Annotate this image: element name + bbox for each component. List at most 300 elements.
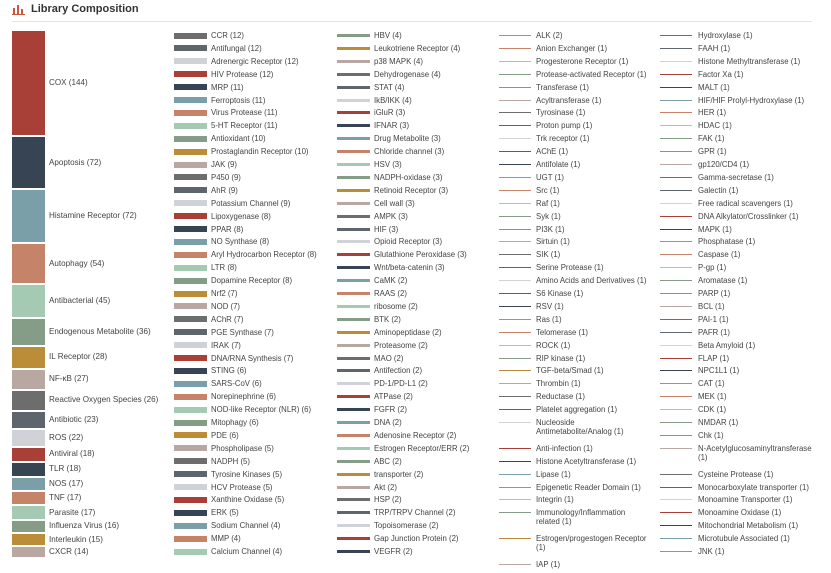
category-block[interactable] <box>12 521 45 533</box>
legend-item[interactable] <box>499 44 651 57</box>
legend-item[interactable] <box>337 121 504 134</box>
legend-item[interactable] <box>337 199 504 212</box>
legend-item[interactable] <box>660 341 818 354</box>
category-block[interactable] <box>12 285 45 317</box>
legend-item[interactable] <box>660 315 818 328</box>
legend-item[interactable] <box>174 44 341 57</box>
legend-item[interactable] <box>660 328 818 341</box>
legend-label: FAK (1) <box>698 134 725 144</box>
legend-label: Potassium Channel (9) <box>211 198 291 208</box>
legend-label: Hydroxylase (1) <box>698 31 753 40</box>
legend-swatch <box>499 280 531 281</box>
legend-swatch <box>174 71 207 77</box>
legend-swatch <box>499 293 531 294</box>
legend-swatch <box>660 48 692 49</box>
legend-item[interactable] <box>499 392 651 405</box>
legend-item[interactable] <box>660 96 818 109</box>
legend-swatch <box>660 319 692 320</box>
legend-label: Reductase (1) <box>536 392 585 402</box>
legend-item[interactable] <box>499 237 651 250</box>
legend-swatch <box>660 203 692 204</box>
legend-label: Sirtuin (1) <box>536 237 570 247</box>
legend-item[interactable] <box>174 521 341 534</box>
legend-swatch <box>174 200 207 206</box>
legend-label: AMPK (3) <box>374 211 408 221</box>
legend-swatch <box>337 47 370 50</box>
legend-item[interactable] <box>337 534 504 547</box>
legend-item[interactable] <box>660 289 818 302</box>
legend-item[interactable] <box>337 315 504 328</box>
legend-item[interactable] <box>660 212 818 225</box>
legend-label: Monocarboxylate transporter (1) <box>698 482 809 492</box>
legend-item[interactable] <box>174 263 341 276</box>
legend-item[interactable] <box>337 508 504 521</box>
legend-label: Adenosine Receptor (2) <box>374 430 457 440</box>
legend-swatch <box>499 396 531 397</box>
legend-item[interactable] <box>337 341 504 354</box>
legend-item[interactable] <box>660 534 818 547</box>
legend-item[interactable] <box>337 173 504 186</box>
legend-item[interactable] <box>174 392 341 405</box>
legend-label: BCL (1) <box>698 301 725 311</box>
legend-swatch <box>660 512 692 513</box>
legend-item[interactable] <box>174 31 341 44</box>
legend-item[interactable] <box>499 457 651 470</box>
legend-item[interactable] <box>499 470 651 483</box>
legend-swatch <box>499 164 531 165</box>
legend-swatch <box>174 536 207 542</box>
category-label: Parasite (17) <box>49 507 96 517</box>
category-label: Apoptosis (72) <box>49 157 102 167</box>
legend-item[interactable] <box>499 560 651 573</box>
legend-item[interactable] <box>660 237 818 250</box>
legend-item[interactable] <box>499 57 651 70</box>
legend-item[interactable] <box>499 212 651 225</box>
legend-label: Chk (1) <box>698 430 724 440</box>
legend-item[interactable] <box>499 160 651 173</box>
legend-item[interactable] <box>499 70 651 83</box>
legend-item[interactable] <box>660 495 818 508</box>
legend-item[interactable] <box>660 186 818 199</box>
legend-item[interactable] <box>337 521 504 534</box>
legend-label: Retinoid Receptor (3) <box>374 185 449 195</box>
legend-label: Dehydrogenase (4) <box>374 69 441 79</box>
legend-label: JNK (1) <box>698 547 725 556</box>
legend-label: Acyltransferase (1) <box>536 95 602 105</box>
legend-item[interactable] <box>337 366 504 379</box>
legend-item[interactable] <box>337 289 504 302</box>
legend-item[interactable] <box>174 405 341 418</box>
legend-swatch <box>660 383 692 384</box>
legend-label: IkB/IKK (4) <box>374 95 412 105</box>
legend-item[interactable] <box>174 147 341 160</box>
category-block[interactable] <box>12 391 45 410</box>
legend-label: Dopamine Receptor (8) <box>211 276 293 286</box>
legend-item[interactable] <box>499 366 651 379</box>
legend-item[interactable] <box>499 31 651 44</box>
legend-label: Nrf2 (7) <box>211 289 238 298</box>
legend-swatch <box>174 420 207 426</box>
legend-label: Platelet aggregation (1) <box>536 405 618 415</box>
legend-item[interactable] <box>337 263 504 276</box>
legend-item[interactable] <box>174 328 341 341</box>
legend-swatch <box>660 125 692 126</box>
legend-item[interactable] <box>660 173 818 186</box>
legend-item[interactable] <box>660 70 818 83</box>
legend-item[interactable] <box>337 302 504 315</box>
legend-item[interactable] <box>174 457 341 470</box>
legend-item[interactable] <box>499 483 651 496</box>
legend-swatch <box>499 499 531 500</box>
legend-item[interactable] <box>499 328 651 341</box>
legend-item[interactable] <box>660 302 818 315</box>
legend-item[interactable] <box>660 108 818 121</box>
legend-item[interactable] <box>337 470 504 483</box>
legend-label: Proton pump (1) <box>536 121 593 131</box>
legend-item[interactable] <box>174 173 341 186</box>
legend-item[interactable] <box>660 225 818 238</box>
legend-label: Antifungal (12) <box>211 43 262 53</box>
legend-label: NMDAR (1) <box>698 418 739 427</box>
legend-item[interactable] <box>499 147 651 160</box>
legend-swatch <box>337 228 370 231</box>
legend-swatch <box>337 395 370 398</box>
legend-item[interactable] <box>660 431 818 444</box>
legend-item[interactable] <box>499 250 651 263</box>
legend-item[interactable] <box>337 160 504 173</box>
legend-item[interactable] <box>174 354 341 367</box>
legend-swatch <box>660 190 692 191</box>
legend-item[interactable] <box>499 96 651 109</box>
legend-item[interactable] <box>499 405 651 418</box>
legend-label: P-gp (1) <box>698 263 727 273</box>
legend-item[interactable] <box>174 418 341 431</box>
category-block[interactable] <box>12 478 45 490</box>
legend-label: CaMK (2) <box>374 276 408 286</box>
legend-item[interactable] <box>660 121 818 134</box>
legend-item[interactable] <box>174 495 341 508</box>
legend-item[interactable] <box>499 108 651 121</box>
legend-label: Tyrosine Kinases (5) <box>211 469 283 479</box>
legend-swatch <box>174 368 207 374</box>
category-block[interactable] <box>12 190 45 242</box>
legend-label: ERK (5) <box>211 508 239 518</box>
legend-item[interactable] <box>174 431 341 444</box>
legend-label: Epigenetic Reader Domain (1) <box>536 482 641 492</box>
legend-label: Gap Junction Protein (2) <box>374 534 459 544</box>
legend-item[interactable] <box>337 44 504 57</box>
legend-item[interactable] <box>174 276 341 289</box>
category-label: Antiviral (18) <box>49 449 95 459</box>
legend-label: gp120/CD4 (1) <box>698 160 750 169</box>
category-block[interactable] <box>12 463 45 476</box>
category-block[interactable] <box>12 547 45 557</box>
legend-swatch <box>337 60 370 63</box>
legend-item[interactable] <box>499 354 651 367</box>
legend-label: p38 MAPK (4) <box>374 56 423 66</box>
legend-label: Opioid Receptor (3) <box>374 237 443 247</box>
legend-swatch <box>499 87 531 88</box>
legend-item[interactable] <box>337 237 504 250</box>
legend-item[interactable] <box>499 289 651 302</box>
legend-item[interactable] <box>337 108 504 121</box>
legend-item[interactable] <box>337 547 504 560</box>
legend-item[interactable] <box>499 186 651 199</box>
legend-item[interactable] <box>337 418 504 431</box>
legend-item[interactable] <box>174 83 341 96</box>
legend-swatch <box>174 187 207 193</box>
legend-label: Immunology/Inflammation related (1) <box>536 508 626 527</box>
legend-label: PAFR (1) <box>698 327 730 337</box>
legend-item[interactable] <box>499 276 651 289</box>
legend-item[interactable] <box>174 315 341 328</box>
legend-label: Calcium Channel (4) <box>211 547 283 556</box>
legend-item[interactable] <box>174 57 341 70</box>
legend-item[interactable] <box>660 134 818 147</box>
legend-swatch <box>660 35 692 36</box>
legend-swatch <box>174 136 207 142</box>
category-block[interactable] <box>12 319 45 345</box>
legend-item[interactable] <box>499 263 651 276</box>
legend-item[interactable] <box>337 83 504 96</box>
legend-swatch <box>499 487 531 488</box>
legend-item[interactable] <box>660 405 818 418</box>
legend-item[interactable] <box>499 379 651 392</box>
legend-swatch <box>499 448 531 449</box>
legend-label: IRAK (7) <box>211 340 241 350</box>
legend-label: Norepinephrine (6) <box>211 392 277 402</box>
legend-item[interactable] <box>174 341 341 354</box>
category-block[interactable] <box>12 412 45 429</box>
legend-item[interactable] <box>337 225 504 238</box>
legend-item[interactable] <box>499 315 651 328</box>
legend-item[interactable] <box>660 147 818 160</box>
legend-item[interactable] <box>499 225 651 238</box>
legend-swatch <box>174 123 207 129</box>
legend-item[interactable] <box>174 70 341 83</box>
legend-item[interactable] <box>337 457 504 470</box>
legend-item[interactable] <box>337 57 504 70</box>
legend-item[interactable] <box>337 431 504 444</box>
legend-item[interactable] <box>660 354 818 367</box>
legend-item[interactable] <box>174 302 341 315</box>
category-block[interactable] <box>12 137 45 189</box>
legend-item[interactable] <box>660 263 818 276</box>
legend-label: NOD (7) <box>211 301 241 311</box>
legend-swatch <box>174 458 207 464</box>
legend-item[interactable] <box>660 160 818 173</box>
legend-item[interactable] <box>660 57 818 70</box>
legend-swatch <box>174 316 207 322</box>
legend-swatch <box>499 564 531 565</box>
legend-item[interactable] <box>499 199 651 212</box>
legend-swatch <box>174 265 207 271</box>
legend-swatch <box>499 61 531 62</box>
legend-item[interactable] <box>337 444 504 457</box>
category-block[interactable] <box>12 370 45 389</box>
category-block[interactable] <box>12 448 45 461</box>
legend-label: Raf (1) <box>536 198 560 208</box>
legend-label: Src (1) <box>536 185 560 195</box>
legend-item[interactable] <box>499 173 651 186</box>
legend-item[interactable] <box>174 289 341 302</box>
legend-label: PAI-1 (1) <box>698 314 729 324</box>
legend-swatch <box>660 499 692 500</box>
legend-item[interactable] <box>660 392 818 405</box>
legend-item[interactable] <box>174 225 341 238</box>
legend-item[interactable] <box>337 379 504 392</box>
legend-item[interactable] <box>660 366 818 379</box>
legend-swatch <box>499 216 531 217</box>
legend-swatch <box>499 177 531 178</box>
legend-item[interactable] <box>337 495 504 508</box>
legend-item[interactable] <box>337 392 504 405</box>
legend-item[interactable] <box>174 212 341 225</box>
legend-label: Serine Protease (1) <box>536 263 604 273</box>
legend-item[interactable] <box>174 534 341 547</box>
legend-item[interactable] <box>337 276 504 289</box>
legend-label: transporter (2) <box>374 469 424 479</box>
legend-item[interactable] <box>660 276 818 289</box>
legend-item[interactable] <box>499 418 651 444</box>
legend-swatch <box>499 319 531 320</box>
legend-item[interactable] <box>174 547 341 560</box>
legend-item[interactable] <box>660 470 818 483</box>
legend-item[interactable] <box>660 444 818 470</box>
legend-item[interactable] <box>174 134 341 147</box>
legend-item[interactable] <box>499 508 651 534</box>
category-label: Reactive Oxygen Species (26) <box>49 395 159 405</box>
legend-swatch <box>337 382 370 385</box>
legend-item[interactable] <box>660 418 818 431</box>
legend-item[interactable] <box>174 483 341 496</box>
legend-item[interactable] <box>337 70 504 83</box>
legend-swatch <box>337 215 370 218</box>
legend-swatch <box>337 305 370 308</box>
legend-item[interactable] <box>499 341 651 354</box>
legend-item[interactable] <box>499 302 651 315</box>
legend-item[interactable] <box>337 96 504 109</box>
legend-swatch <box>174 84 207 90</box>
legend-label: Thrombin (1) <box>536 379 581 389</box>
legend-swatch <box>660 370 692 371</box>
legend-label: Caspase (1) <box>698 250 741 260</box>
category-block[interactable] <box>12 31 45 135</box>
legend-label: N-Acetylglucosaminyltransferase (1) <box>698 443 812 462</box>
legend-item[interactable] <box>337 147 504 160</box>
legend-item[interactable] <box>499 121 651 134</box>
legend-item[interactable] <box>660 199 818 212</box>
legend-label: SARS-CoV (6) <box>211 379 262 389</box>
legend-swatch <box>337 150 370 153</box>
legend-swatch <box>499 112 531 113</box>
legend-item[interactable] <box>660 44 818 57</box>
legend-item[interactable] <box>174 444 341 457</box>
legend-swatch <box>174 407 207 413</box>
legend-label: HBV (4) <box>374 31 402 40</box>
legend-item[interactable] <box>499 495 651 508</box>
legend-swatch <box>660 345 692 346</box>
chart-header <box>12 0 812 22</box>
category-label: Antibacterial (45) <box>49 296 111 306</box>
legend-item[interactable] <box>174 250 341 263</box>
legend-swatch <box>337 537 370 540</box>
legend-label: CCR (12) <box>211 31 244 40</box>
category-block[interactable] <box>12 244 45 283</box>
legend-label: Aromatase (1) <box>698 276 748 286</box>
category-block[interactable] <box>12 492 45 504</box>
legend-swatch <box>174 432 207 438</box>
legend-item[interactable] <box>499 83 651 96</box>
legend-item[interactable] <box>174 186 341 199</box>
legend-item[interactable] <box>660 31 818 44</box>
category-label: Histamine Receptor (72) <box>49 211 137 221</box>
legend-item[interactable] <box>337 31 504 44</box>
legend-item[interactable] <box>337 354 504 367</box>
legend-label: MRP (11) <box>211 82 244 92</box>
legend-label: DNA/RNA Synthesis (7) <box>211 353 294 363</box>
legend-swatch <box>499 100 531 101</box>
legend-swatch <box>337 73 370 76</box>
legend-item[interactable] <box>174 199 341 212</box>
legend-item[interactable] <box>174 96 341 109</box>
legend-item[interactable] <box>337 134 504 147</box>
legend-item[interactable] <box>337 186 504 199</box>
legend-swatch <box>337 498 370 501</box>
legend-item[interactable] <box>174 379 341 392</box>
legend-item[interactable] <box>337 483 504 496</box>
legend-item[interactable] <box>174 470 341 483</box>
category-label: NF-κB (27) <box>49 374 89 384</box>
legend-label: Syk (1) <box>536 211 561 221</box>
legend-swatch <box>660 241 692 242</box>
legend-item[interactable] <box>337 328 504 341</box>
category-block[interactable] <box>12 430 45 446</box>
legend-item[interactable] <box>660 483 818 496</box>
legend-label: HER (1) <box>698 108 727 118</box>
legend-label: Transferase (1) <box>536 82 590 92</box>
legend-item[interactable] <box>660 508 818 521</box>
legend-item[interactable] <box>174 366 341 379</box>
legend-swatch <box>660 358 692 359</box>
legend-item[interactable] <box>174 108 341 121</box>
legend-item[interactable] <box>660 83 818 96</box>
legend-label: Amino Acids and Derivatives (1) <box>536 276 647 286</box>
legend-item[interactable] <box>660 379 818 392</box>
category-block[interactable] <box>12 506 45 518</box>
legend-item[interactable] <box>337 212 504 225</box>
legend-item[interactable] <box>499 444 651 457</box>
legend-label: LTR (8) <box>211 263 237 273</box>
legend-label: ABC (2) <box>374 456 402 466</box>
category-block[interactable] <box>12 534 45 545</box>
legend-item[interactable] <box>660 250 818 263</box>
legend-item[interactable] <box>337 405 504 418</box>
legend-item[interactable] <box>660 521 818 534</box>
category-block[interactable] <box>12 347 45 367</box>
legend-item[interactable] <box>174 237 341 250</box>
legend-item[interactable] <box>174 508 341 521</box>
legend-swatch <box>174 342 207 348</box>
legend-label: AhR (9) <box>211 185 238 195</box>
legend-item[interactable] <box>499 134 651 147</box>
legend-item[interactable] <box>499 534 651 560</box>
legend-item[interactable] <box>174 121 341 134</box>
legend-item[interactable] <box>174 160 341 173</box>
legend-item[interactable] <box>337 250 504 263</box>
legend-swatch <box>174 355 207 361</box>
legend-item[interactable] <box>660 547 818 560</box>
